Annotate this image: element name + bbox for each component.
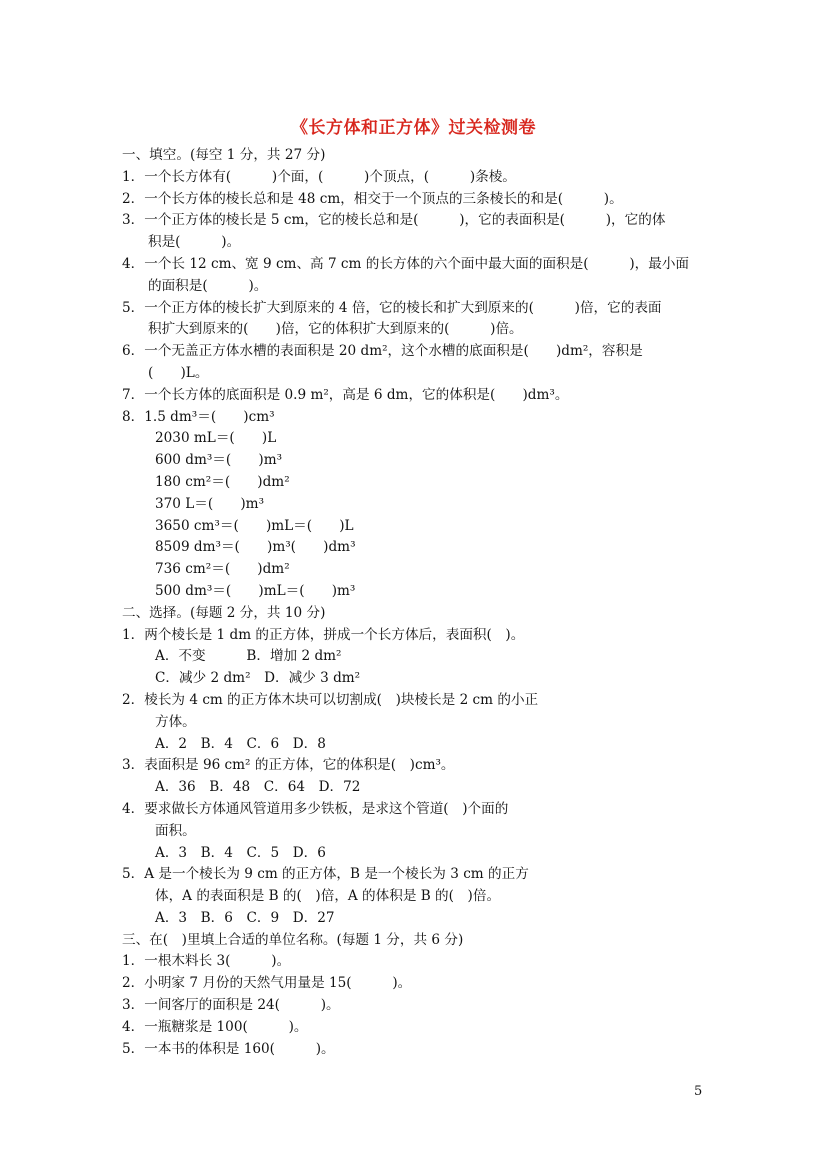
exam-line: 8．1.5 dm³＝( )cm³ (122, 408, 275, 425)
exam-line: 5．一个正方体的棱长扩大到原来的 4 倍，它的棱长和扩大到原来的( )倍，它的表面 (122, 299, 662, 316)
exam-line: 面积。 (155, 822, 196, 839)
exam-line: 600 dm³＝( )m³ (155, 452, 283, 469)
exam-line: A．3 B．4 C．5 D．6 (155, 844, 326, 861)
exam-line: 3．一个正方体的棱长是 5 cm，它的棱长总和是( )，它的表面积是( )，它的体 (122, 212, 666, 229)
exam-line: 3．一间客厅的面积是 24( )。 (122, 997, 340, 1014)
exam-line: 1．一个长方体有( )个面，( )个顶点，( )条棱。 (122, 168, 516, 185)
exam-line: 6．一个无盖正方体水槽的表面积是 20 dm²，这个水槽的底面积是( )dm²，容积是 (122, 343, 643, 360)
exam-line: 7．一个长方体的底面积是 0.9 m²，高是 6 dm，它的体积是( )dm³。 (122, 386, 569, 403)
exam-line: 370 L＝( )m³ (155, 495, 265, 512)
page-title: 《长方体和正方体》过关检测卷 (291, 118, 536, 138)
exam-line: 三、在( )里填上合适的单位名称。(每题 1 分，共 6 分) (122, 931, 464, 948)
exam-line: 2．棱长为 4 cm 的正方体木块可以切割成( )块棱长是 2 cm 的小正 (122, 691, 539, 708)
exam-line: 180 cm²＝( )dm² (155, 473, 290, 490)
exam-line: 5．一本书的体积是 160( )。 (122, 1040, 335, 1057)
exam-line: 二、选择。(每题 2 分，共 10 分) (122, 604, 326, 621)
exam-line: 2．一个长方体的棱长总和是 48 cm，相交于一个顶点的三条棱长的和是( )。 (122, 190, 623, 207)
exam-line: 4．一瓶糖浆是 100( )。 (122, 1018, 308, 1035)
exam-line: A．3 B．6 C．9 D．27 (155, 909, 335, 926)
exam-line: 5．A 是一个棱长为 9 cm 的正方体，B 是一个棱长为 3 cm 的正方 (122, 866, 529, 883)
exam-line: 方体。 (155, 713, 196, 730)
page-number: 5 (694, 1084, 703, 1099)
exam-line: 2．小明家 7 月份的天然气用量是 15( )。 (122, 975, 412, 992)
exam-line: 4．要求做长方体通风管道用多少铁板，是求这个管道( )个面的 (122, 800, 509, 817)
exam-body (122, 145, 722, 1060)
exam-line: 8509 dm³＝( )m³( )dm³ (155, 539, 356, 556)
exam-line: 积扩大到原来的( )倍，它的体积扩大到原来的( )倍。 (148, 321, 523, 338)
exam-line: 积是( )。 (148, 234, 241, 251)
exam-line: 的面积是( )。 (148, 277, 268, 294)
exam-line: 4．一个长 12 cm、宽 9 cm、高 7 cm 的长方体的六个面中最大面的面积是( )，最小面 (122, 255, 690, 272)
exam-line: 2030 mL＝( )L (155, 430, 277, 447)
exam-line: 736 cm²＝( )dm² (155, 561, 290, 578)
exam-line: A．不变 B．增加 2 dm² (155, 648, 342, 665)
exam-line: A．2 B．4 C．6 D．8 (155, 735, 326, 752)
exam-line: 体，A 的表面积是 B 的( )倍，A 的体积是 B 的( )倍。 (155, 888, 501, 905)
exam-line: 1．一根木料长 3( )。 (122, 953, 291, 970)
exam-line: C．减少 2 dm² D．减少 3 dm² (155, 670, 361, 687)
exam-line: 3650 cm³＝( )mL＝( )L (155, 517, 354, 534)
exam-line: 1．两个棱长是 1 dm 的正方体，拼成一个长方体后，表面积( )。 (122, 626, 525, 643)
exam-line: 500 dm³＝( )mL＝( )m³ (155, 582, 356, 599)
exam-line: 一、填空。(每空 1 分，共 27 分) (122, 147, 326, 163)
exam-line: A．36 B．48 C．64 D．72 (155, 779, 361, 796)
exam-line: ( )L。 (148, 364, 209, 381)
exam-line: 3．表面积是 96 cm² 的正方体，它的体积是( )cm³。 (122, 757, 455, 774)
